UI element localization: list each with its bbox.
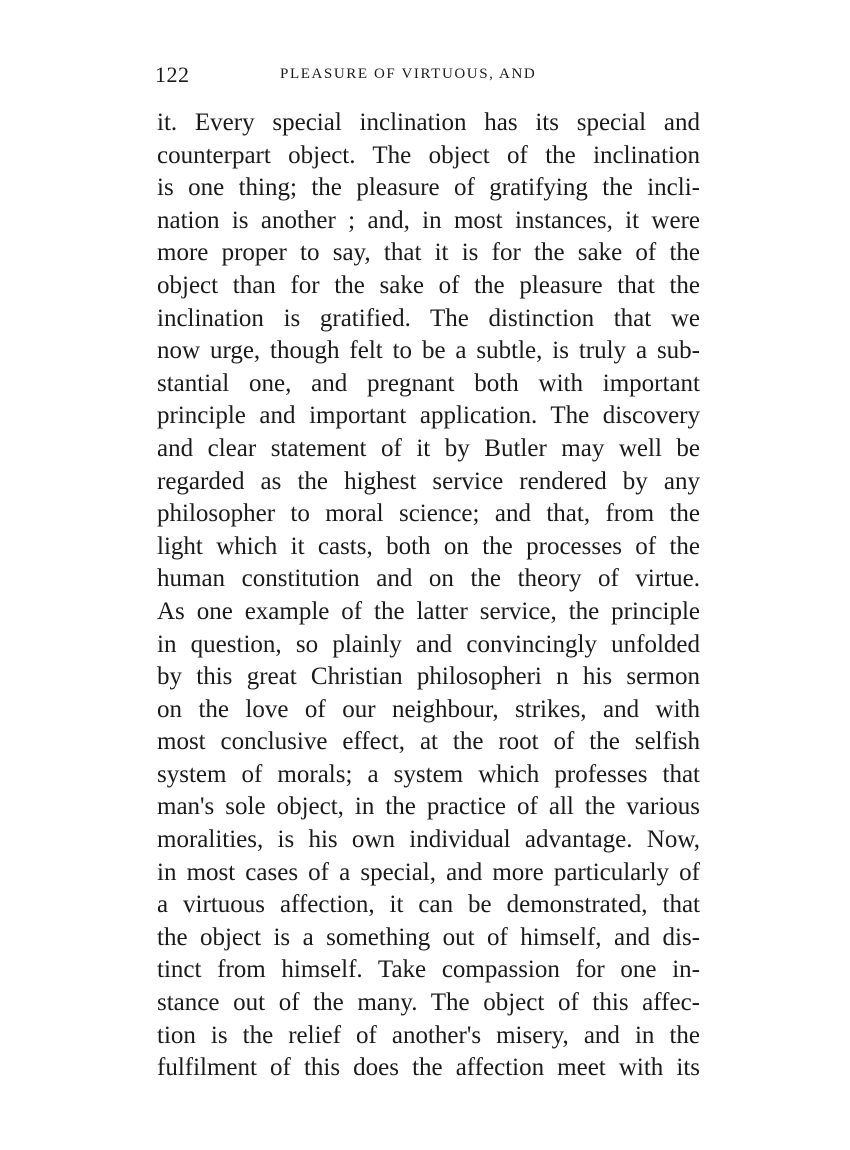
text-line: human constitution and on the theory of virtue. (157, 565, 700, 593)
text-line: more proper to say, that it is for the sake of the (157, 239, 700, 267)
text-line: stance out of the many. The object of this affec- (157, 989, 700, 1017)
text-line: by this great Christian philosopheri n his sermon (157, 663, 700, 691)
text-line: now urge, though felt to be a subtle, is truly a sub- (157, 337, 700, 365)
text-line: nation is another ; and, in most instances, it were (157, 206, 700, 234)
running-title: PLEASURE OF VIRTUOUS, AND (280, 66, 537, 82)
text-line: in question, so plainly and convincingly unfolded (157, 630, 700, 658)
text-line: in most cases of a special, and more particularly of (157, 858, 700, 886)
body-text (157, 107, 700, 1085)
text-line: regarded as the highest service rendered by any (157, 467, 700, 495)
text-line: and clear statement of it by Butler may well be (157, 434, 700, 462)
text-line: object than for the sake of the pleasure that the (157, 271, 700, 299)
page-number: 122 (155, 62, 190, 87)
text-line: As one example of the latter service, the principle (157, 597, 700, 625)
text-line: inclination is gratified. The distinction that we (157, 304, 700, 332)
text-line: moralities, is his own individual advantage. Now, (157, 826, 700, 854)
text-line: light which it casts, both on the processes of the (157, 532, 700, 560)
text-line: is one thing; the pleasure of gratifying the incli- (157, 174, 700, 202)
text-line: it. Every special inclination has its special and (157, 109, 700, 136)
text-line: fulfilment of this does the affection meet with its (157, 1054, 700, 1082)
text-line: principle and important application. The discovery (157, 402, 700, 430)
text-line: most conclusive effect, at the root of the selfish (157, 728, 700, 756)
text-line: the object is a something out of himself, and dis- (157, 923, 700, 951)
text-line: stantial one, and pregnant both with important (157, 369, 700, 397)
running-head (155, 62, 700, 90)
text-line: tinct from himself. Take compassion for one in- (157, 956, 700, 984)
text-line: on the love of our neighbour, strikes, and with (157, 695, 700, 723)
text-line: system of morals; a system which professes that (157, 760, 700, 788)
text-line: philosopher to moral science; and that, from the (157, 500, 700, 528)
text-line: counterpart object. The object of the inclination (157, 141, 700, 169)
text-line: a virtuous affection, it can be demonstrated, that (157, 891, 700, 919)
text-line: tion is the relief of another's misery, and in the (157, 1021, 700, 1049)
text-line: man's sole object, in the practice of all the various (157, 793, 700, 821)
